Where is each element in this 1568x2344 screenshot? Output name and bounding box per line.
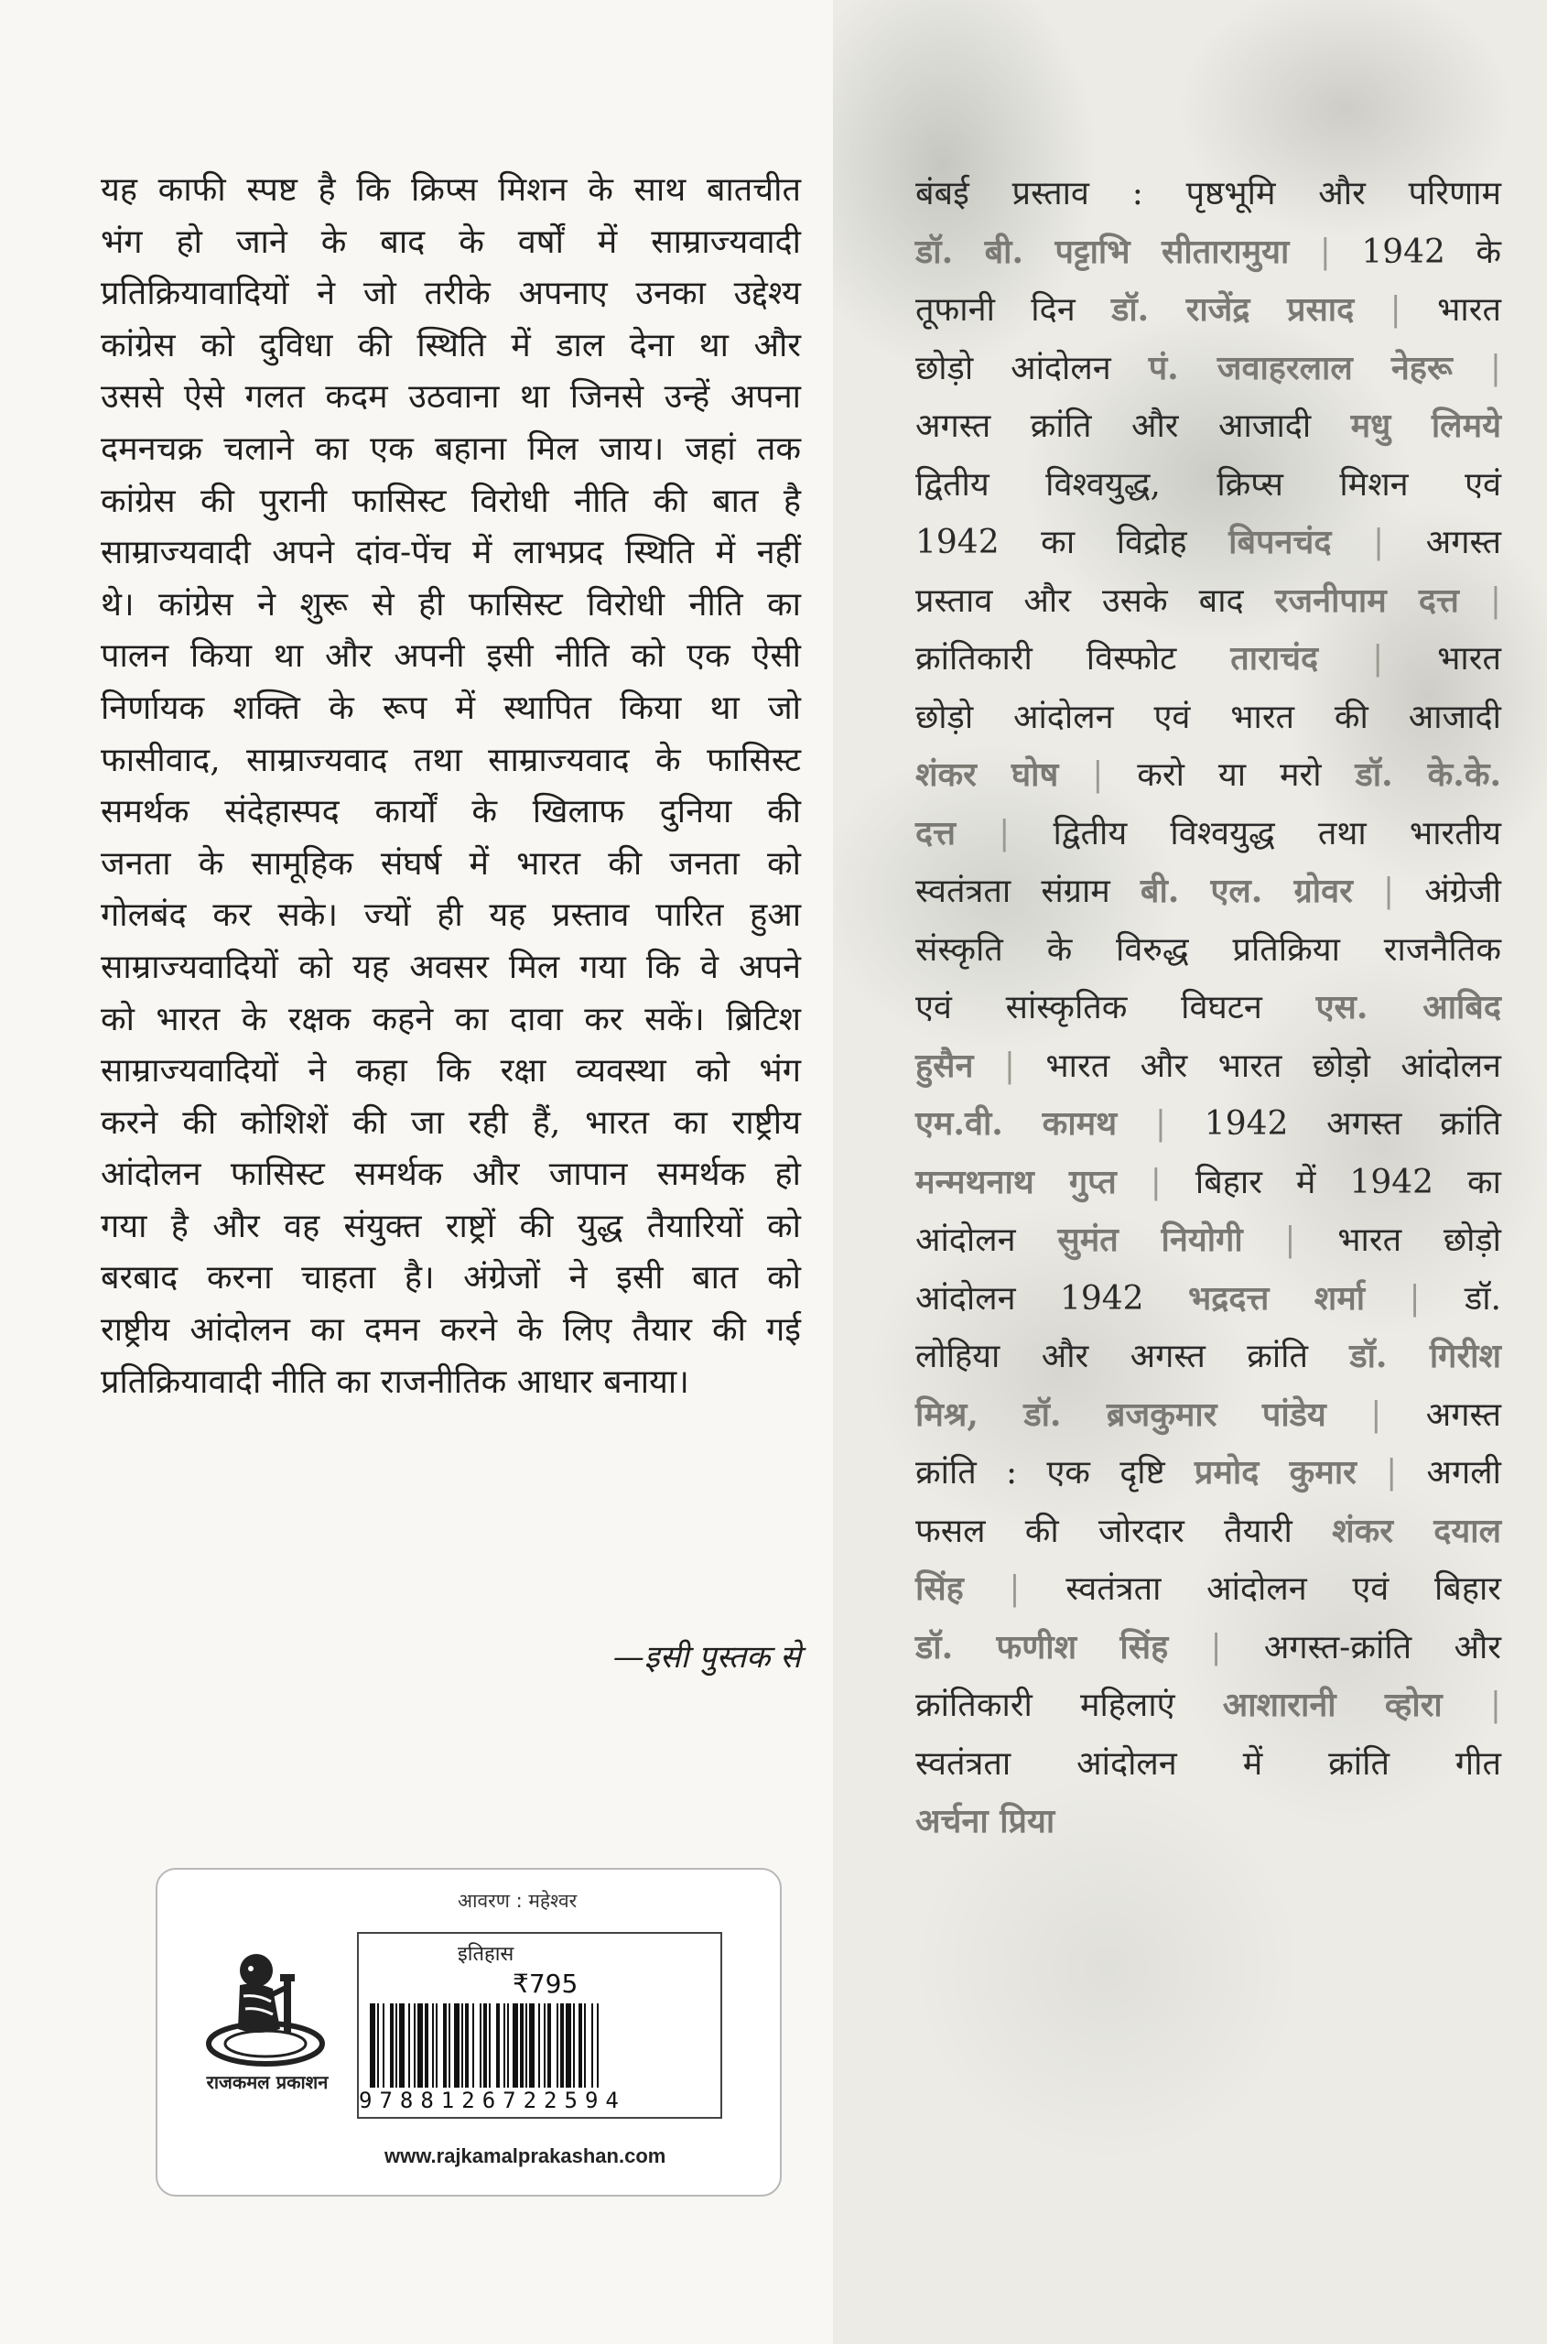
blurb-line: साम्राज्यवादियों को यह अवसर मिल गया कि वे अपने <box>101 948 801 986</box>
author-name: शंकर दयाल <box>1332 1511 1501 1550</box>
author-name: प्रमोद कुमार <box>1194 1453 1357 1492</box>
article-title: द्वितीय विश्वयुद्ध, क्रिप्स मिशन एवं <box>915 465 1501 504</box>
contents-line <box>915 1444 1501 1503</box>
contents-line <box>915 340 1501 398</box>
author-name: सिंह <box>915 1569 964 1608</box>
article-title: क्रांतिकारी विस्फोट <box>915 640 1231 678</box>
isbn-digits: 9788126722594 <box>359 2088 626 2113</box>
contents-line <box>915 281 1501 340</box>
article-title: भारत <box>1437 640 1502 678</box>
author-name: अर्चना प्रिया <box>915 1802 1055 1840</box>
article-title: 1942 अगस्त क्रांति <box>1204 1105 1502 1143</box>
author-name: एस. आबिद <box>1315 988 1501 1026</box>
blurb-line: भंग हो जाने के बाद के वर्षों में साम्राज्यवादी <box>101 222 801 261</box>
author-name: दत्त <box>915 813 956 852</box>
blurb-line: जनता के सामूहिक संघर्ष में भारत की जनता को <box>101 844 801 883</box>
author-name: आशारानी व्होरा <box>1222 1686 1443 1724</box>
blurb-line: निर्णायक शक्ति के रूप में स्थापित किया था जो <box>101 689 801 727</box>
author-name: पं. जवाहरलाल नेहरू <box>1148 348 1453 387</box>
author-name: डॉ. बी. पट्टाभि सीतारामुया <box>915 232 1290 271</box>
author-name: मिश्र, डॉ. ब्रजकुमार पांडेय <box>915 1394 1326 1434</box>
separator: | <box>1331 524 1426 561</box>
author-name: डॉ. फणीश सिंह <box>915 1627 1169 1666</box>
article-title: तूफानी दिन <box>915 291 1112 329</box>
article-title: अगस्त-क्रांति और <box>1263 1628 1501 1666</box>
blurb-line: करने की कोशिशें की जा रही हैं, भारत का राष्ट्रीय <box>101 1103 801 1142</box>
price-label: ₹795 <box>513 1969 579 1999</box>
contents-line <box>915 863 1501 921</box>
blurb-line: पालन किया था और अपनी इसी नीति को एक ऐसी <box>101 637 801 676</box>
contents-line <box>915 1211 1501 1270</box>
author-name: मन्मथनाथ गुप्त <box>915 1162 1117 1201</box>
author-name: हुसैन <box>915 1046 974 1085</box>
blurb-line: प्रतिक्रियावादी नीति का राजनीतिक आधार बनाया। <box>101 1362 689 1401</box>
article-title: आंदोलन 1942 <box>915 1279 1188 1318</box>
contents-line <box>915 1328 1501 1386</box>
contents-line <box>915 1677 1501 1735</box>
blurb-line: साम्राज्यवादियों ने कहा कि रक्षा व्यवस्था को भंग <box>101 1052 801 1091</box>
publisher-name: राजकमल प्रकाशन <box>206 2071 329 2093</box>
contents-line <box>915 456 1501 515</box>
contents-line <box>915 223 1501 282</box>
article-title: लोहिया और अगस्त क्रांति <box>915 1338 1350 1375</box>
contents-line <box>915 805 1501 863</box>
blurb-line: समर्थक संदेहास्पद कार्यों के खिलाफ दुनिया की <box>101 793 801 831</box>
blurb-line: उससे ऐसे गलत कदम उठवाना था जिनसे उन्हें अपना <box>101 378 801 417</box>
separator: | <box>1289 233 1362 271</box>
contents-line <box>915 1735 1501 1794</box>
contents-line <box>915 397 1501 456</box>
separator: | <box>1242 1221 1338 1259</box>
separator: | <box>963 1570 1066 1608</box>
author-name: भद्रदत्त शर्मा <box>1187 1278 1366 1318</box>
separator: | <box>1365 1279 1465 1318</box>
blurb-line: बरबाद करना चाहता है। अंग्रेजों ने इसी बात को <box>101 1259 801 1297</box>
article-title: आंदोलन <box>915 1221 1058 1259</box>
author-name: शंकर घोष <box>915 755 1059 794</box>
author-name: बिपनचंद <box>1228 523 1332 561</box>
article-title: स्वतंत्रता आंदोलन एवं बिहार <box>1065 1570 1501 1608</box>
article-title: डॉ. <box>1464 1279 1501 1318</box>
contents-line <box>915 689 1501 747</box>
article-title: अगली <box>1426 1454 1501 1492</box>
author-name: रजनीपाम दत्त <box>1274 581 1459 620</box>
blurb-attribution: —इसी पुस्तक से <box>612 1639 801 1676</box>
author-name: डॉ. राजेंद्र प्रसाद <box>1111 290 1355 329</box>
separator: | <box>956 814 1054 852</box>
article-title: क्रांतिकारी महिलाएं <box>915 1687 1223 1724</box>
separator: | <box>973 1047 1046 1085</box>
article-title: भारत और भारत छोड़ो आंदोलन <box>1045 1047 1502 1085</box>
blurb-line: गया है और वह संयुक्त राष्ट्रों की युद्ध तैयारियों को <box>101 1207 801 1245</box>
contents-line <box>915 1095 1501 1154</box>
contents-line <box>915 1270 1501 1329</box>
blurb-line: साम्राज्यवादी अपने दांव-पेंच में लाभप्रद स्थिति में नहीं <box>101 534 801 572</box>
separator: | <box>1058 756 1138 794</box>
contents-line <box>915 1560 1501 1619</box>
article-title: भारत छोड़ो <box>1337 1221 1501 1259</box>
article-title: बंबई प्रस्ताव : पृष्ठभूमि और परिणाम <box>915 175 1501 212</box>
article-title: 1942 के <box>1361 233 1501 271</box>
contents-line <box>915 572 1501 631</box>
article-title: अंग्रेजी <box>1424 873 1502 910</box>
article-title: द्वितीय विश्वयुद्ध तथा भारतीय <box>1053 814 1501 852</box>
article-title: अगस्त <box>1425 524 1501 561</box>
blurb-text <box>101 165 801 1408</box>
contents-line <box>915 1037 1501 1096</box>
contents-line <box>915 1386 1501 1445</box>
article-title: प्रस्ताव और उसके बाद <box>915 581 1275 620</box>
article-title: क्रांति : एक दृष्टि <box>915 1454 1195 1492</box>
contents-line <box>915 921 1501 980</box>
blurb-line: दमनचक्र चलाने का एक बहाना मिल जाय। जहां तक <box>101 429 801 468</box>
cover-credit: आवरण : महेश्वर <box>458 1890 578 1912</box>
article-title: बिहार में 1942 का <box>1195 1163 1502 1201</box>
separator: | <box>1354 291 1438 329</box>
article-title: अगस्त क्रांति और आजादी <box>915 407 1351 445</box>
contents-line <box>915 514 1501 572</box>
article-title: स्वतंत्रता आंदोलन में क्रांति गीत <box>915 1744 1501 1783</box>
separator: | <box>1325 1395 1426 1434</box>
right-edge-margin <box>1547 0 1568 2344</box>
author-name: डॉ. के.के. <box>1355 755 1502 794</box>
separator: | <box>1442 1687 1501 1724</box>
contents-line <box>915 165 1501 223</box>
contents-line <box>915 1619 1501 1677</box>
separator: | <box>1356 1454 1427 1492</box>
blurb-line: कांग्रेस को दुविधा की स्थिति में डाल देना था और <box>101 326 801 364</box>
author-name: ताराचंद <box>1230 639 1319 678</box>
separator: | <box>1352 873 1425 910</box>
author-name: बी. एल. ग्रोवर <box>1140 872 1353 910</box>
blurb-line: प्रतिक्रियावादियों ने जो तरीके अपनाए उनका उद्देश्य <box>101 275 801 313</box>
separator: | <box>1117 1105 1205 1143</box>
separator: | <box>1168 1628 1264 1666</box>
contents-line <box>915 1154 1501 1212</box>
publisher-website: www.rajkamalprakashan.com <box>384 2144 666 2167</box>
blurb-line: आंदोलन फासिस्ट समर्थक और जापान समर्थक हो <box>101 1156 801 1194</box>
article-title: एवं सांस्कृतिक विघटन <box>915 989 1316 1026</box>
contents-line <box>915 746 1501 805</box>
blurb-line: यह काफी स्पष्ट है कि क्रिप्स मिशन के साथ बातचीत <box>101 171 801 209</box>
article-title: छोड़ो आंदोलन <box>915 349 1149 387</box>
contents-line <box>915 630 1501 689</box>
article-title: 1942 का विद्रोह <box>915 524 1229 561</box>
barcode-icon <box>366 2003 714 2088</box>
article-title: करो या मरो <box>1137 756 1356 794</box>
separator: | <box>1318 640 1438 678</box>
blurb-line: राष्ट्रीय आंदोलन का दमन करने के लिए तैयार की गई <box>101 1311 801 1350</box>
blurb-line: को भारत के रक्षक कहने का दावा कर सकें। ब्रिटिश <box>101 1000 801 1038</box>
blurb-line: फासीवाद, साम्राज्यवाद तथा साम्राज्यवाद के फासिस्ट <box>101 741 801 779</box>
author-name: एम.वी. कामथ <box>915 1104 1118 1143</box>
author-name: मधु लिमये <box>1350 407 1501 445</box>
contents-line <box>915 1793 1501 1851</box>
article-title: भारत <box>1437 291 1501 329</box>
blurb-line: कांग्रेस की पुरानी फासिस्ट विरोधी नीति की बात है <box>101 482 801 520</box>
contents-line <box>915 1503 1501 1561</box>
blurb-line: गोलबंद कर सके। ज्यों ही यह प्रस्ताव पारित हुआ <box>101 896 801 935</box>
separator: | <box>1458 581 1501 620</box>
article-title: अगस्त <box>1425 1395 1501 1434</box>
article-title: स्वतंत्रता संग्राम <box>915 873 1141 910</box>
publisher-logo-icon <box>192 1941 339 2069</box>
article-title: फसल की जोरदार तैयारी <box>915 1512 1333 1550</box>
author-name: सुमंत नियोगी <box>1057 1221 1243 1259</box>
article-title: संस्कृति के विरुद्ध प्रतिक्रिया राजनैतिक <box>915 930 1501 969</box>
category-label: इतिहास <box>458 1943 514 1966</box>
separator: | <box>1116 1163 1195 1201</box>
blurb-line: थे। कांग्रेस ने शुरू से ही फासिस्ट विरोधी नीति का <box>101 585 801 624</box>
author-name: डॉ. गिरीश <box>1349 1337 1501 1375</box>
contents-list <box>915 165 1501 1851</box>
separator: | <box>1452 349 1502 387</box>
contents-line <box>915 979 1501 1037</box>
article-title: छोड़ो आंदोलन एवं भारत की आजादी <box>915 698 1501 736</box>
